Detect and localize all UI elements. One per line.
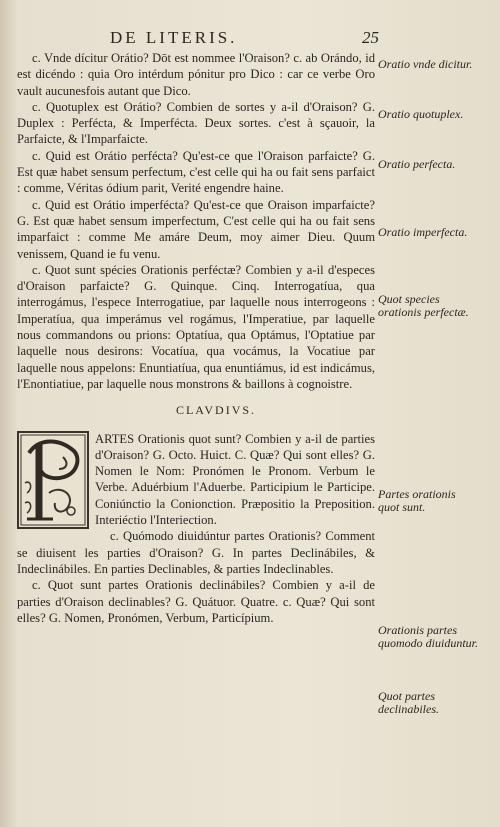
margin-note: Quot partes declinabiles. (378, 689, 439, 716)
decorated-initial-p-icon (17, 431, 89, 529)
running-title: DE LITERIS. (110, 28, 238, 47)
main-text-column (17, 50, 375, 626)
margin-note: Oratio quotuplex. (378, 107, 464, 121)
paragraph-perfecta: c. Quid est Orátio perfécta? Qu'est-ce que l'Oraison parfaicte? G. Est quæ habet sensum perfectum, c'est celle qui ha ou fait sens parfaict : comme, Véritas ódium parit, Verité engendre haine. (17, 148, 375, 196)
section-opening (17, 431, 375, 529)
section-opening-text: ARTES Orationis quot sunt? Combien y a-il de parties d'Oraison? G. Octo. Huict. C. Quæ? Qui sont elles? G. Nomen le Nom: Pronómen le Pronom. Verbum le Verbe. Aduérbium l'Aduerbe. Participium le Participe. Coniúnctio la Conionction. Præpositio la Preposition. Interiéctio l'Interiection. (95, 431, 375, 528)
paragraph-declinabiles: c. Quot sunt partes Orationis declinábiles? Combien y a-il de parties d'Oraison declinables? G. Quátuor. Quatre. c. Quæ? Qui sont elles? G. Nomen, Pronómen, Verbum, Particípium. (17, 578, 375, 625)
section-heading: CLAVDIVS. (175, 403, 257, 418)
margin-note: Quot species orationis perfectæ. (378, 292, 469, 319)
paragraph-quotuplex: c. Quotuplex est Orátio? Combien de sortes y a-il d'Oraison? G. Duplex : Perfécta, & Imperfécta. Deux sortes. c'est à sçauoir, la Parfaicte, & l'Imparfaicte. (17, 99, 375, 147)
paragraph-imperfecta: c. Quid est Orátio imperfécta? Qu'est-ce que Oraison imparfaicte? G. Est quæ habet sensum imperfectum, C'est celle qui ha ou fait sens imparfaict : comme Me amáre Deum, moy aimer Dieu. Quum venissem, Quand ie fu venu. (17, 197, 375, 261)
margin-note: Orationis partes quomodo diuiduntur. (378, 623, 479, 650)
paragraph-quomodo-diuiduntur: c. Quómodo diuidúntur partes Orationis? Comment se diuisent les parties d'Oraison? G. In partes Declinábiles, & Indeclinábiles. En parties Declinables, & parties Indeclinables. (17, 529, 375, 576)
margin-note: Partes orationis quot sunt. (378, 487, 456, 514)
margin-note: Oratio vnde dicitur. (378, 57, 473, 71)
paragraph-unde-dicitur: c. Vnde dícitur Orátio? Dōt est nommee l'Oraison? c. ab Orándo, id est dicéndo : quia Oro intérdum pónitur pro Dico : car ce verbe Oro vault aucunesfois autant que Dico. (17, 51, 375, 98)
margin-note: Oratio imperfecta. (378, 225, 468, 239)
paragraph-species: c. Quot sunt spécies Orationis perféctæ? Combien y a-il d'especes d'Oraison parfaicte? G. Quinque. Cinq. Interrogatíua, qua interrogámus, l'espece Interrogatiue, par laquelle nous interrogeons : Imperatíua, qua imperámus vel rogámus, l'Imperatiue, par laquelle nous commandons ou prions: Optatíua, qua Optámus, l'Optatiue par laquelle nous desirons: Vocatíua, qua vocámus, la Vocatiue par laquelle nous appelons: Enuntiatíua, qua enuntiámus, id est indicámus, l'Enontiatiue, par laquelle nous monstrons & baillons à cognoistre. (17, 262, 375, 391)
margin-note: Oratio perfecta. (378, 157, 456, 171)
page-number: 25 (362, 28, 379, 47)
